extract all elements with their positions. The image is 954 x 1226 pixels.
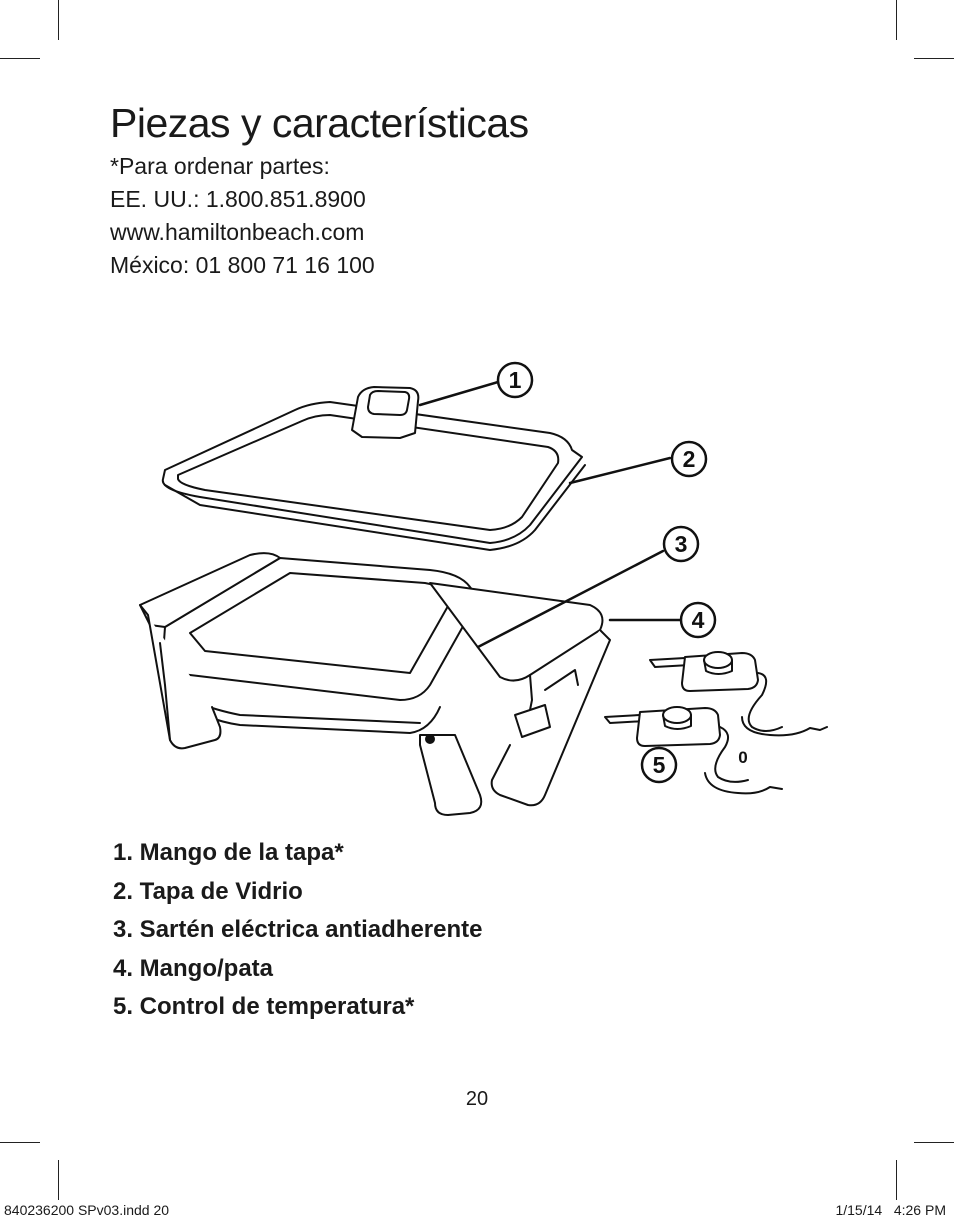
contact-line: México: 01 800 71 16 100: [110, 252, 375, 278]
contact-line: *Para ordenar partes:: [110, 153, 330, 179]
callout-label: 3: [674, 531, 688, 557]
callout-label: 4: [691, 607, 705, 633]
callout-label: 2: [682, 446, 696, 472]
callout-4: [681, 603, 715, 637]
crop-mark-top-right-h: [914, 58, 954, 59]
callout-3: [664, 527, 698, 561]
callout-label: 5: [652, 752, 666, 778]
cord-label: 0: [738, 748, 748, 767]
list-item: 3. Sartén eléctrica antiadherente: [113, 916, 483, 943]
list-item: 4. Mango/pata: [113, 954, 274, 982]
center-leg: [420, 735, 481, 815]
list-item: 5. Control de temperatura*: [113, 993, 415, 1020]
callout-2: [672, 442, 706, 476]
temperature-controls: [605, 652, 827, 793]
parts-list: [113, 834, 483, 1027]
lid-handle: [352, 387, 418, 438]
list-item: 1. Mango de la tapa*: [113, 839, 344, 866]
crop-mark-top-right-v: [896, 0, 897, 40]
contact-line: EE. UU.: 1.800.851.8900: [110, 186, 366, 212]
crop-mark-bottom-left-v: [58, 1160, 59, 1200]
crop-mark-top-left-h: [0, 58, 40, 59]
crop-mark-bottom-right-h: [914, 1142, 954, 1143]
print-slug-date: 1/15/14 4:26 PM: [835, 1202, 946, 1218]
page-number: 20: [465, 1088, 489, 1110]
contact-info: [110, 150, 375, 282]
callout-label: 1: [508, 367, 522, 393]
contact-line: www.hamiltonbeach.com: [110, 219, 365, 245]
skillet-illustration: [130, 355, 830, 825]
crop-mark-bottom-left-h: [0, 1142, 40, 1143]
list-item: 2. Tapa de Vidrio: [113, 877, 303, 905]
crop-mark-bottom-right-v: [896, 1160, 897, 1200]
print-slug-file: 840236200 SPv03.indd 20: [4, 1202, 170, 1218]
page-title: Piezas y características: [110, 100, 529, 146]
callout-5: [642, 748, 676, 782]
crop-mark-top-left-v: [58, 0, 59, 40]
callout-1: [498, 363, 532, 397]
